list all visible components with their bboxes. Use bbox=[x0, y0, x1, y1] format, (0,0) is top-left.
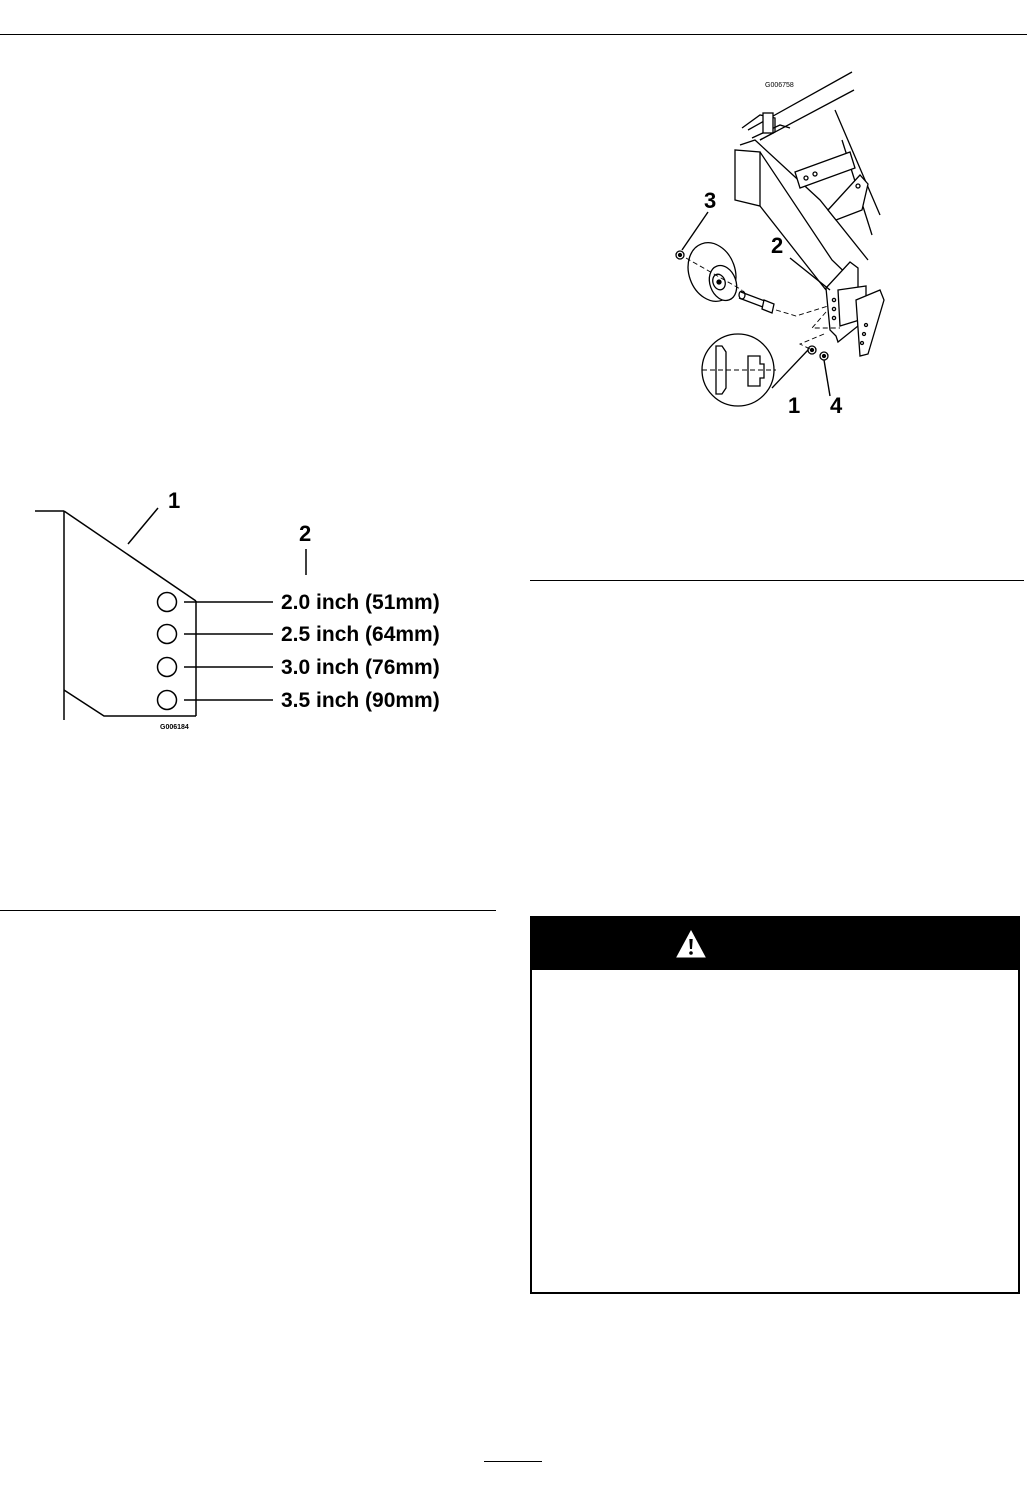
height-label-2-0: 2.0 inch (51mm) bbox=[281, 591, 440, 614]
height-figure-id: G006184 bbox=[160, 724, 189, 731]
wheel-figure-id: G006758 bbox=[765, 82, 794, 89]
footer-rule bbox=[484, 1461, 542, 1462]
height-callout-1: 1 bbox=[168, 488, 181, 513]
height-label-3-5: 3.5 inch (90mm) bbox=[281, 689, 440, 712]
height-label-3-0: 3.0 inch (76mm) bbox=[281, 656, 440, 679]
height-callout-2: 2 bbox=[299, 521, 312, 546]
warning-triangle-icon bbox=[675, 929, 707, 959]
wheel-callout-4: 4 bbox=[830, 393, 843, 418]
height-label-2-5: 2.5 inch (64mm) bbox=[281, 623, 440, 646]
section-rule-right bbox=[530, 580, 1024, 581]
warning-header bbox=[532, 918, 1018, 970]
wheel-callout-3: 3 bbox=[704, 188, 717, 213]
wheel-callout-1: 1 bbox=[788, 393, 801, 418]
section-rule-left bbox=[0, 910, 496, 911]
wheel-callout-2: 2 bbox=[771, 233, 784, 258]
warning-box bbox=[530, 916, 1020, 1294]
